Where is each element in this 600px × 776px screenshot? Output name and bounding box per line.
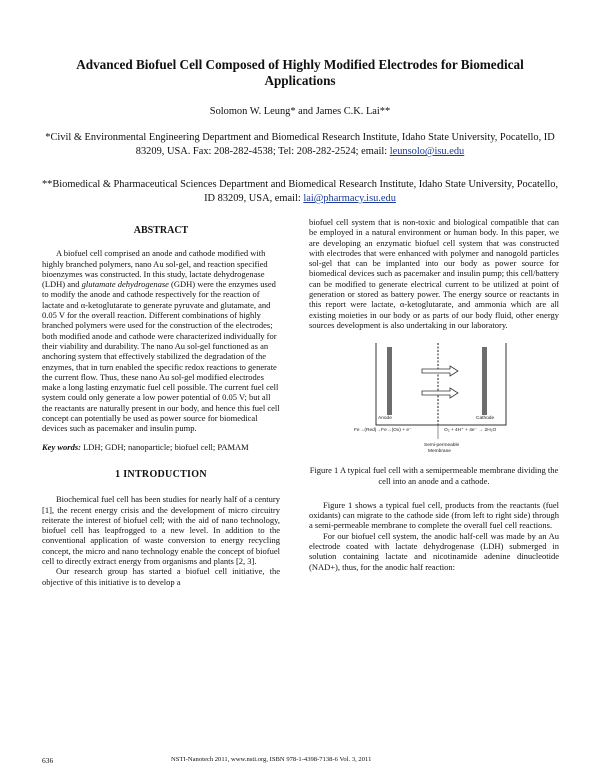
right-para-1: biofuel cell system that is non-toxic and biological compatible that can be employed in a natural environment or human body. In this paper, we are developing an enzymatic biofuel cell system that was constructed with electrodes that were enhanced with polymer and nanogold particles sol-gel that can be implanted into our body as power source for biomedical devices such as pacemaker and insulin pump; this cell/battery can be modified to generate electrical current to be utilized at point of generation or stored as battery power. The energy source or reactants in this report were lactate, α-ketoglutarate, and ammonia which are all existing moieties in our body or as parts of our body fluid, other energy sources development is also undertaking in our laboratory. [309, 217, 559, 330]
email-link-leung[interactable]: leunsolo@isu.edu [389, 146, 465, 157]
anode-reaction: Fe→(Red)→Fe→(Ox) + e⁻ [354, 428, 412, 434]
page-number: 636 [42, 756, 54, 765]
paper-title: Advanced Biofuel Cell Composed of Highly Modified Electrodes for Biomedical Applications [76, 57, 524, 88]
cathode-reaction: O₂ + 4H⁺ + 4e⁻ → 2H₂O [444, 428, 497, 434]
right-column [309, 217, 559, 572]
right-para-2: Figure 1 shows a typical fuel cell, products from the reactants (fuel oxidants) can migrate to the cathode side (from left to right side) through a semi-permeable membrane to complete the overall fuel cell reactions. [309, 499, 559, 531]
cathode-label: Cathode [476, 416, 495, 422]
abstract-text [42, 248, 280, 433]
right-para-3: For our biofuel cell system, the anodic half-cell was made by an Au electrode coated with lactate dehydrogenase (LDH) submerged in solution containing lactate and nicotinamide adenine dinucleotide (NAD+), thus, for the anodic half reaction: [309, 530, 559, 572]
figure-caption: Figure 1 A typical fuel cell with a semipermeable membrane dividing the cell into an anode and a cathode. [309, 465, 559, 486]
anode-label: Anode [378, 416, 392, 422]
introduction-heading: 1 INTRODUCTION [115, 468, 207, 480]
keywords-text: LDH; GDH; nanoparticle; biofuel cell; PAMAM [80, 441, 249, 452]
affiliation-1 [36, 131, 564, 159]
affiliation-1-text: *Civil & Environmental Engineering Department and Biomedical Research Institute, Idaho State University, Pocatello, ID 83209, USA. Fax: 208-282-4538; Tel: 208-282-2524; email: [45, 132, 555, 157]
keywords-label: Key words: [42, 441, 81, 452]
membrane-label-line-2: Membrane [428, 449, 451, 455]
migration-arrow-bottom [422, 388, 458, 398]
abstract-part-1: A biofuel cell comprised an anode and cathode modified with highly branched polymers, nano Au sol-gel, and reaction specified bioenzymes was constructed. In this study, lactate dehydrogenase (LDH) and [42, 248, 268, 290]
keywords [42, 442, 280, 452]
introduction-para-2: Our research group has started a biofuel cell initiative, the objective of this initiative is to develop a [42, 566, 280, 587]
left-column [42, 217, 280, 587]
affiliation-2-text: **Biomedical & Pharmaceutical Sciences Department and Biomedical Research Institute, Idaho State University, Pocatello, ID 83209, USA, email: [41, 179, 559, 204]
affiliation-2 [36, 178, 564, 206]
abstract-part-2: (GDH) were the enzymes used to modify the anode and cathode respectively for the reaction of lactate and α-ketoglutarate to generate pyruvate and glutamate, and 0.05 V for the overall reaction. Different combinations of highly branched polymers were used for the construction of the electrodes; both modified anode and cathode were characterized individually for their viability and durability. The nano Au sol-gel functioned as an anchoring system that effectively stabilized the degradation of the enzymes, that in turn enabled the specific redox reactions to generate the current flow. Thus, these nano Au sol-gel modified electrodes make a long lasting enzymatic fuel cell possible. The current fuel cell system could only generate a low power potential of 0.05 V; but all the reactants are naturally present in our body, and hence this fuel cell concept can potentially be used as power source for biomedical devices such as pacemaker and insulin pump. [42, 279, 280, 434]
membrane-label-line-1: Semi-permeable [424, 443, 460, 449]
cathode-electrode [482, 347, 487, 415]
email-link-lai[interactable]: lai@pharmacy.isu.edu [303, 193, 396, 204]
abstract-italic-term: glutamate dehydrogenase [81, 279, 169, 290]
abstract-heading: ABSTRACT [133, 225, 189, 236]
anode-electrode [387, 347, 392, 415]
figure-1 [356, 339, 526, 463]
author-line: Solomon W. Leung* and James C.K. Lai** [209, 106, 391, 117]
introduction-para-1: Biochemical fuel cell has been studies for nearly half of a century [1], the recent energy crisis and the development of micro circuitry reiterate the interest of biofuel cell; with the aid of nano technology, biofuel cell has leapfrogged to a new level. In addition to the conventional application of waste conversion to energy recycling concept, the micro and nano technology enable the concept of biofuel cell to directly extract energy from organisms and plants [2, 3]. [42, 494, 280, 567]
migration-arrow-top [422, 366, 458, 376]
publication-source: NSTI-Nanotech 2011, www.nsti.org, ISBN 978-1-4398-7138-6 Vol. 3, 2011 [171, 756, 372, 763]
